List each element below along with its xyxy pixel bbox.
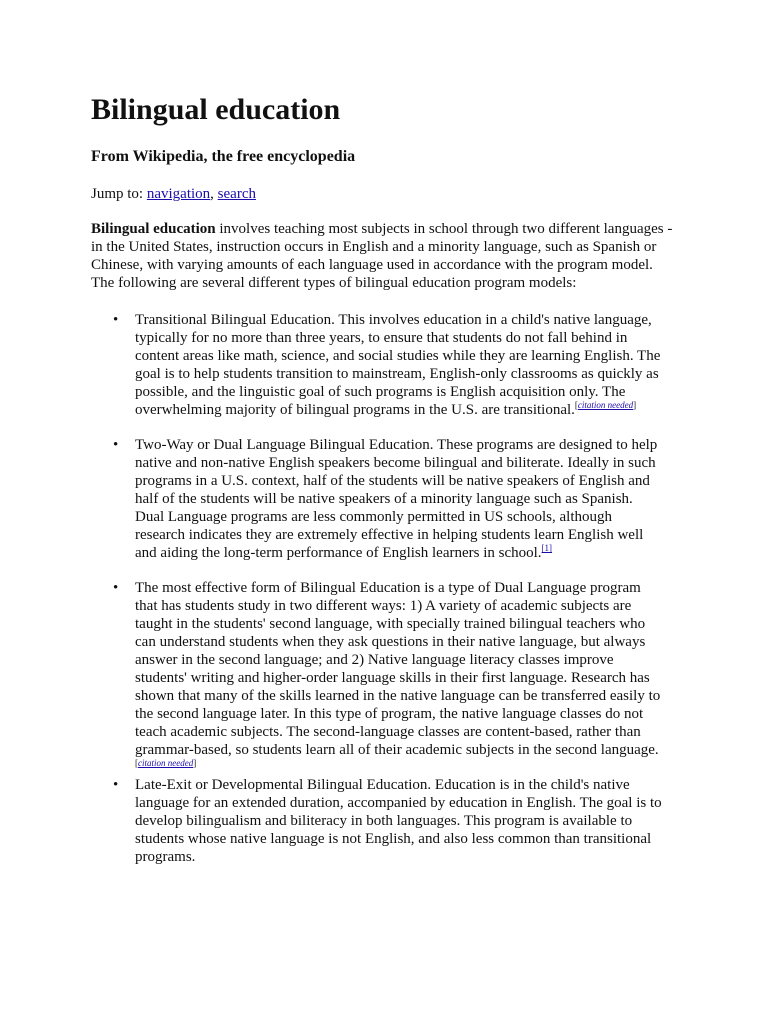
page-subtitle: From Wikipedia, the free encyclopedia [91,148,356,165]
jump-separator: , [210,186,214,202]
list-item-transitional [91,311,676,419]
list-item-text: Transitional Bilingual Education. This involves education in a child's native language, typically for no more than three years, to ensure that students do not fall behind in content areas like math, science, and social studies while they are learning English. The goal is to help students transition to mainstream, English-only classrooms as quickly as possible, and the linguistic goal of such programs is English acquisition only. The overwhelming majority of bilingual programs in the U.S. are transitional. [135,312,661,418]
citation-needed-2: [citation needed] [135,758,197,768]
list-item-text: Two-Way or Dual Language Bilingual Education. These programs are designed to help native and non-native English speakers become bilingual and biliterate. Ideally in such programs in a U.S. context, half of the students will be native speakers of English and half of the students will be native speakers of a minority language such as Spanish. Dual Language programs are less commonly permitted in US schools, although research indicates they are extremely effective in helping students learn English well and aiding the long-term performance of English learners in school. [135,437,658,561]
bullet: • [113,777,119,793]
bullet: • [113,437,119,453]
reference-link[interactable]: [1] [541,543,553,553]
bullet: • [113,580,119,596]
intro-paragraph [91,220,676,292]
search-link[interactable]: search [217,186,256,202]
list-item-late-exit [91,776,676,866]
page-title: Bilingual education [91,93,341,126]
list-item-most-effective [91,579,676,777]
list-item-text: Late-Exit or Developmental Bilingual Education. Education is in the child's native language for an extended duration, accompanied by education in English. The goal is to develop bilingualism and biliteracy in both languages. This program is available to students whose native language is not English, and also less common than transitional programs. [135,777,662,865]
citation-needed-link[interactable]: citation needed [577,400,634,410]
list-item-dual-language [91,436,676,562]
citation-needed-link[interactable]: citation needed [138,758,194,768]
reference-1 [542,543,553,553]
jump-to-label: Jump to: [91,186,144,202]
list-item-text: The most effective form of Bilingual Education is a type of Dual Language program that has students study in two different ways: 1) A variety of academic subjects are taught in the students' second language, with specially trained bilingual teachers who can understand students when they ask questions in their native language, but always answer in the second language; and 2) Native language literacy classes improve students' writing and higher-order language skills in their first language. Research has shown that many of the skills learned in the native language can be transferred easily to the second language later. In this type of program, the native language classes do not teach academic subjects. The second-language classes are content-based, rather than grammar-based, so students learn all of their academic subjects in the second language. [135,580,661,758]
intro-text: involves teaching most subjects in school through two different languages - in the United States, instruction occurs in English and a minority language, such as Spanish or Chinese, with varying amounts of each language used in accordance with the program model. The following are several different types of bilingual education program models: [91,221,673,291]
citation-needed-1: [citation needed] [574,400,637,410]
navigation-link[interactable]: navigation [146,186,211,202]
bullet: • [113,312,119,328]
intro-bold-term: Bilingual education [91,221,216,237]
jump-to-line [91,184,256,204]
